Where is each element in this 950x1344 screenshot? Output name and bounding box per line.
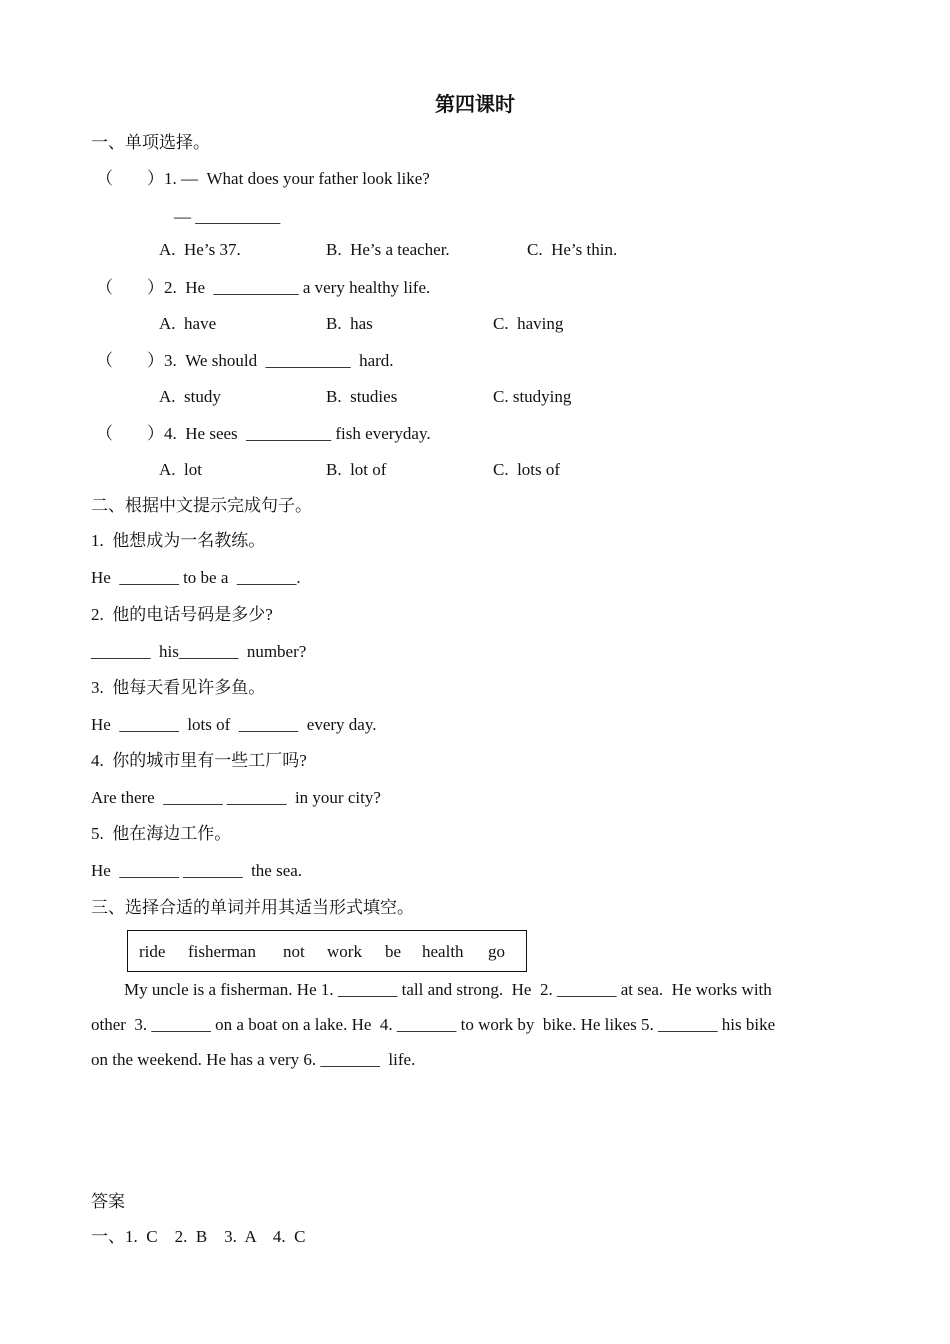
passage-line: other 3. _______ on a boat on a lake. He 4. _______ to work by bike. He likes 5. _______ his bike — [91, 1015, 776, 1034]
chinese-prompt: 5. 他在海边工作。 — [91, 824, 232, 843]
word-not: not — [283, 942, 305, 961]
word-box — [127, 930, 527, 972]
word-ride: ride — [139, 942, 166, 961]
option-a: A. lot — [159, 460, 202, 479]
section-heading-3: 三、选择合适的单词并用其适当形式填空。 — [91, 898, 414, 917]
english-blank-line: He _______ _______ the sea. — [91, 861, 303, 880]
option-c: C. He’s thin. — [527, 240, 618, 259]
question-stem: （ ）1. — What does your father look like? — [96, 169, 430, 188]
english-blank-line: He _______ to be a _______. — [91, 568, 301, 587]
question-stem: （ ）3. We should __________ hard. — [96, 351, 394, 370]
option-a: A. study — [159, 387, 221, 406]
option-c: C. lots of — [493, 460, 561, 479]
chinese-prompt: 3. 他每天看见许多鱼。 — [91, 678, 266, 697]
word-work: work — [327, 942, 362, 961]
answers-heading: 答案 — [91, 1192, 125, 1211]
passage-line: My uncle is a fisherman. He 1. _______ tall and strong. He 2. _______ at sea. He works with — [124, 980, 772, 999]
option-a: A. have — [159, 314, 217, 333]
option-b: B. He’s a teacher. — [326, 240, 450, 259]
word-fisherman: fisherman — [188, 942, 256, 961]
option-b: B. lot of — [326, 460, 387, 479]
question-stem: （ ）2. He __________ a very healthy life. — [96, 278, 431, 297]
english-blank-line: He _______ lots of _______ every day. — [91, 715, 377, 734]
section-heading-1: 一、单项选择。 — [91, 133, 210, 152]
answers-line: 一、1. C 2. B 3. A 4. C — [91, 1227, 306, 1246]
chinese-prompt: 1. 他想成为一名教练。 — [91, 531, 266, 550]
option-a: A. He’s 37. — [159, 240, 241, 259]
page-title: 第四课时 — [435, 94, 515, 116]
option-b: B. has — [326, 314, 373, 333]
option-b: B. studies — [326, 387, 398, 406]
chinese-prompt: 2. 他的电话号码是多少? — [91, 605, 273, 624]
option-c: C. having — [493, 314, 564, 333]
question-stem: （ ）4. He sees __________ fish everyday. — [96, 424, 431, 443]
english-blank-line: Are there _______ _______ in your city? — [91, 788, 381, 807]
word-health: health — [422, 942, 464, 961]
word-go: go — [488, 942, 505, 961]
passage-line: on the weekend. He has a very 6. _______ life. — [91, 1050, 416, 1069]
section-heading-2: 二、根据中文提示完成句子。 — [91, 496, 312, 515]
word-be: be — [385, 942, 402, 961]
chinese-prompt: 4. 你的城市里有一些工厂吗? — [91, 751, 307, 770]
question-answer-line: — __________ — [174, 207, 281, 226]
option-c: C. studying — [493, 387, 572, 406]
english-blank-line: _______ his_______ number? — [91, 642, 307, 661]
